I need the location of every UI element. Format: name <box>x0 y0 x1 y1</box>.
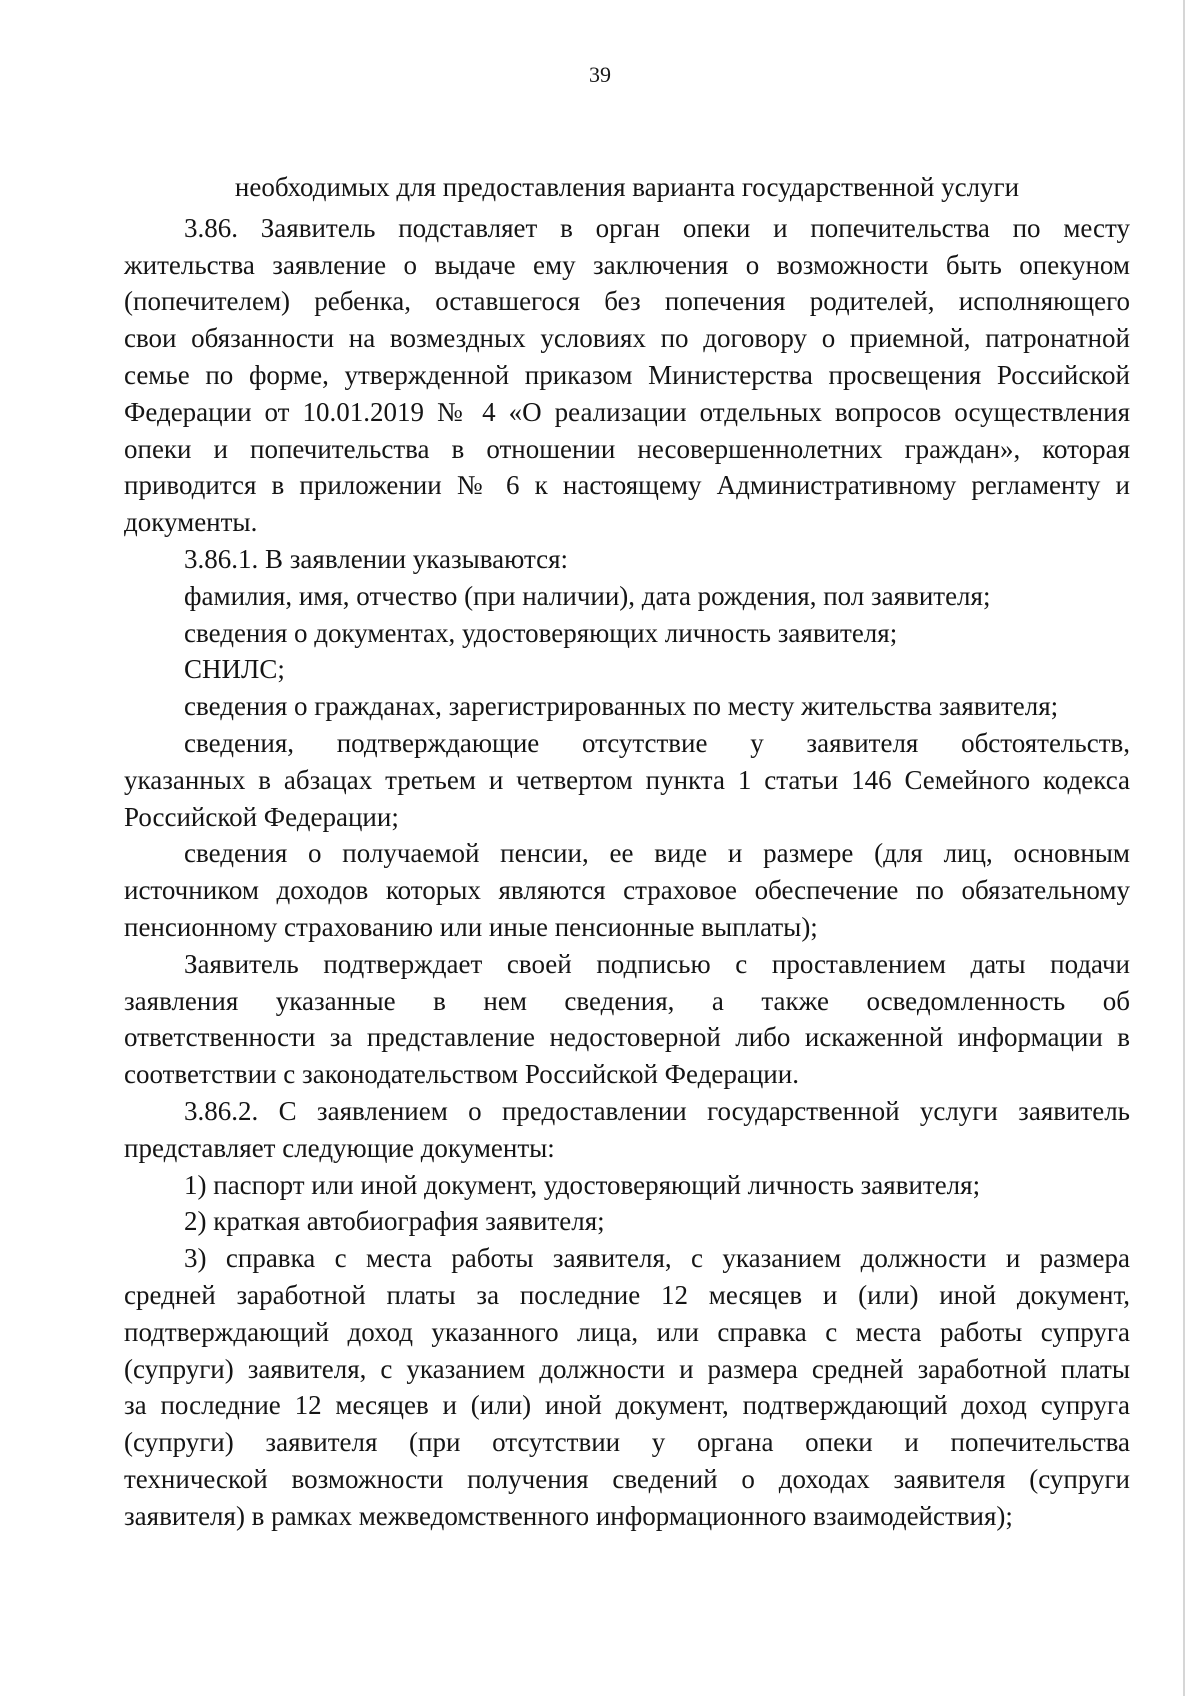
document-body <box>124 169 1130 1534</box>
text-line: 3.86. Заявитель подставляет в орган опеки и попечительства по месту <box>184 212 1130 243</box>
list-item-snils: СНИЛС; <box>184 654 285 685</box>
text-line: 3.86.2. С заявлением о предоставлении государственной услуги заявитель <box>184 1095 1130 1126</box>
text-line: приводится в приложении № 6 к настоящему Административному регламенту и <box>124 470 1130 501</box>
text-line: источником доходов которых являются страховое обеспечение по обязательному <box>124 875 1130 906</box>
text-line: пенсионному страхованию или иные пенсионные выплаты); <box>124 911 818 942</box>
text-line: Федерации от 10.01.2019 № 4 «О реализации отдельных вопросов осуществления <box>124 396 1130 427</box>
text-line: (попечителем) ребенка, оставшегося без попечения родителей, исполняющего <box>124 286 1130 317</box>
text-line: заявителя) в рамках межведомственного информационного взаимодействия); <box>124 1500 1013 1531</box>
text-line: представляет следующие документы: <box>124 1132 555 1163</box>
paragraph-3-86 <box>124 210 1130 541</box>
list-item-docs: сведения о документах, удостоверяющих личность заявителя; <box>184 617 898 648</box>
text-line: технической возможности получения сведений о доходах заявителя (супруги <box>124 1463 1130 1494</box>
text-line: сведения о получаемой пенсии, ее виде и размере (для лиц, основным <box>184 838 1130 869</box>
document-item-2: 2) краткая автобиография заявителя; <box>184 1206 605 1237</box>
text-line: (супруги) заявителя, с указанием должности и размера средней заработной платы <box>124 1353 1130 1384</box>
paragraph-3-86-1-intro: 3.86.1. В заявлении указываются: <box>184 543 568 574</box>
text-line: жительства заявление о выдаче ему заключения о возможности быть опекуном <box>124 249 1130 280</box>
paragraph-3-86-2 <box>124 1093 1130 1167</box>
document-item-3 <box>124 1240 1130 1534</box>
page-number: 39 <box>589 62 611 87</box>
list-item-fio: фамилия, имя, отчество (при наличии), дата рождения, пол заявителя; <box>184 580 991 611</box>
text-line: (супруги) заявителя (при отсутствии у органа опеки и попечительства <box>124 1427 1130 1458</box>
heading-continuation: необходимых для предоставления варианта государственной услуги <box>234 172 1020 202</box>
text-line: Заявитель подтверждает своей подписью с проставлением даты подачи <box>184 948 1130 979</box>
list-item-pension <box>124 835 1130 945</box>
text-line: подтверждающий доход указанного лица, или справка с места работы супруга <box>124 1316 1130 1347</box>
text-line: документы. <box>124 507 258 538</box>
text-line: за последние 12 месяцев и (или) иной документ, подтверждающий доход супруга <box>124 1390 1130 1421</box>
text-line: семье по форме, утвержденной приказом Министерства просвещения Российской <box>124 359 1130 390</box>
text-line: опеки и попечительства в отношении несовершеннолетних граждан», которая <box>124 433 1130 464</box>
text-line: свои обязанности на возмездных условиях по договору о приемной, патронатной <box>124 323 1130 354</box>
text-line: 3) справка с места работы заявителя, с указанием должности и размера <box>184 1243 1130 1274</box>
text-line: указанных в абзацах третьем и четвертом пункта 1 статьи 146 Семейного кодекса <box>124 764 1130 795</box>
text-line: сведения, подтверждающие отсутствие у заявителя обстоятельств, <box>184 727 1130 758</box>
text-line: соответствии с законодательством Российской Федерации. <box>124 1059 799 1090</box>
text-line: Российской Федерации; <box>124 801 399 832</box>
list-item-circumstances <box>124 725 1130 835</box>
text-line: заявления указанные в нем сведения, а также осведомленность об <box>124 985 1130 1016</box>
paragraph-confirm <box>124 946 1130 1093</box>
text-line: ответственности за представление недостоверной либо искаженной информации в <box>124 1022 1130 1053</box>
text-line: средней заработной платы за последние 12 месяцев и (или) иной документ, <box>124 1279 1130 1310</box>
document-item-1: 1) паспорт или иной документ, удостоверяющий личность заявителя; <box>184 1169 981 1200</box>
list-item-citizens: сведения о гражданах, зарегистрированных по месту жительства заявителя; <box>184 691 1059 722</box>
scan-edge-line <box>1183 0 1185 1696</box>
